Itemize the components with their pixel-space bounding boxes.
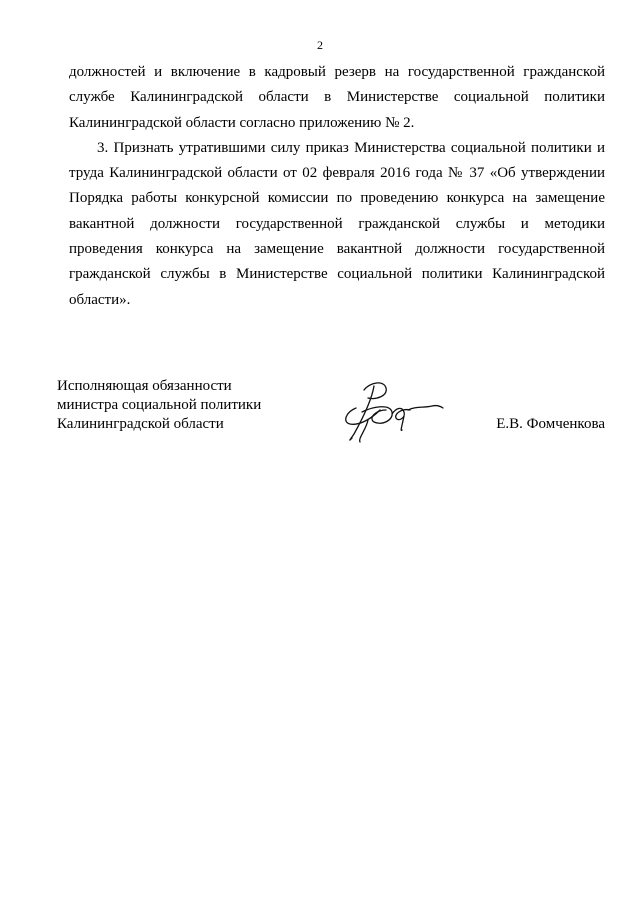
paragraph-continuation: должностей и включение в кадровый резерв на государственной гражданской службе Калининградской области в Министерстве социальной политики Калининградской области согласно приложению № 2.: [69, 64, 605, 131]
document-body: [69, 60, 605, 313]
handwritten-signature: [340, 378, 445, 448]
position-line-3: Калининградской области: [57, 416, 224, 432]
signatory-position: [57, 377, 261, 434]
signer-name: Е.В. Фомченкова: [496, 416, 605, 432]
position-line-2: министра социальной политики: [57, 397, 262, 413]
paragraph-item-3: 3. Признать утратившими силу приказ Министерства социальной политики и труда Калининградской области от 02 февраля 2016 года № 37 «Об утверждении Порядка работы конкурсной комиссии по проведению конкурса на замещение вакантной должности государственной гражданской службы и методики проведения конкурса на замещение вакантной должности государственной гражданской службы в Министерстве социальной политики Калининградской области».: [69, 139, 605, 308]
position-line-1: Исполняющая обязанности: [57, 378, 232, 394]
page-number: 2: [317, 38, 323, 52]
